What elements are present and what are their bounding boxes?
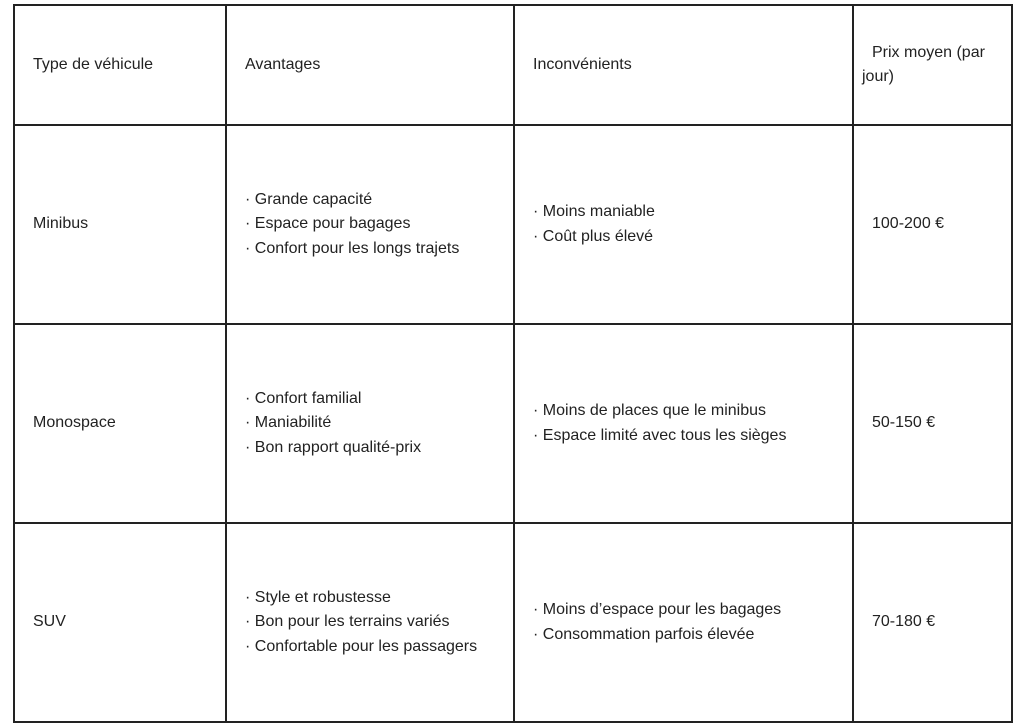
header-prix xyxy=(853,5,1012,125)
table-row xyxy=(14,523,1012,722)
cell-type: SUV xyxy=(14,523,226,722)
header-row xyxy=(14,5,1012,125)
list-item: · Moins maniable xyxy=(533,200,852,225)
list-item: · Maniabilité xyxy=(245,411,513,436)
cell-type: Minibus xyxy=(14,125,226,324)
list-item: · Espace pour bagages xyxy=(245,212,513,237)
list-item: · Moins de places que le minibus xyxy=(533,399,852,424)
list-item: · Grande capacité xyxy=(245,188,513,213)
vehicle-comparison-table xyxy=(13,4,1013,723)
cell-prix: 100-200 € xyxy=(853,125,1012,324)
list-item: · Bon rapport qualité-prix xyxy=(245,436,513,461)
list-item: · Espace limité avec tous les sièges xyxy=(533,424,852,449)
cell-inconvenients xyxy=(514,324,853,523)
list-item: · Confortable pour les passagers xyxy=(245,635,513,660)
table-row xyxy=(14,125,1012,324)
list-item: · Confort familial xyxy=(245,387,513,412)
cell-prix: 50-150 € xyxy=(853,324,1012,523)
list-item: · Style et robustesse xyxy=(245,586,513,611)
cell-type: Monospace xyxy=(14,324,226,523)
header-inconvenients: Inconvénients xyxy=(514,5,853,125)
cell-avantages xyxy=(226,324,514,523)
list-item: · Confort pour les longs trajets xyxy=(245,237,513,262)
list-item: · Bon pour les terrains variés xyxy=(245,610,513,635)
cell-inconvenients xyxy=(514,523,853,722)
cell-avantages xyxy=(226,125,514,324)
header-avantages: Avantages xyxy=(226,5,514,125)
cell-inconvenients xyxy=(514,125,853,324)
header-prix-line-1: Prix moyen (par xyxy=(872,43,985,61)
header-prix-line-2: jour) xyxy=(862,68,895,85)
cell-prix: 70-180 € xyxy=(853,523,1012,722)
table-row xyxy=(14,324,1012,523)
list-item: · Coût plus élevé xyxy=(533,225,852,250)
list-item: · Consommation parfois élevée xyxy=(533,623,852,648)
list-item: · Moins d’espace pour les bagages xyxy=(533,598,852,623)
cell-avantages xyxy=(226,523,514,722)
header-type: Type de véhicule xyxy=(14,5,226,125)
